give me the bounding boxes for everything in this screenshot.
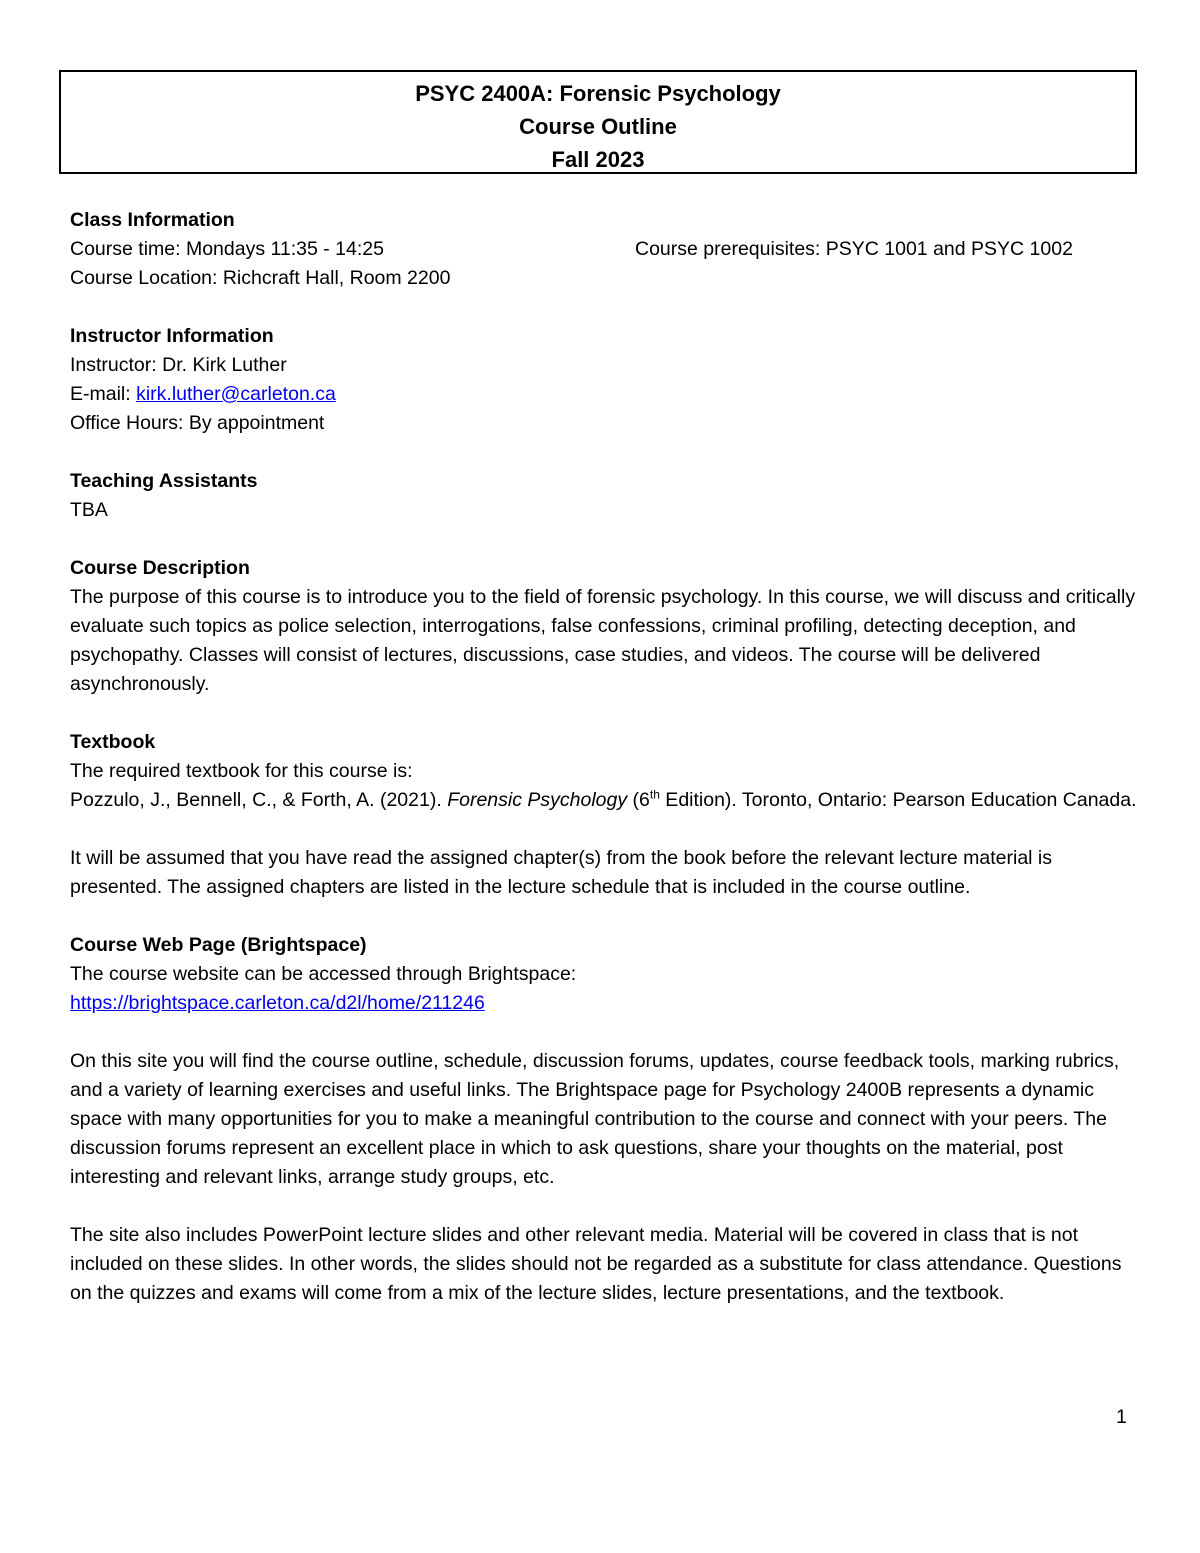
- citation-edition-sup: th: [649, 787, 660, 802]
- web-page-paragraph-1: On this site you will find the course outline, schedule, discussion forums, updates, course feedback tools, marking rubrics, and a variety of learning exercises and useful links. The Brightspace page for Psychology 2400B represents a dynamic space with many opportunities for you to make a meaningful contribution to the course and connect with your peers. The discussion forums represent an excellent place in which to ask questions, share your thoughts on the material, post interesting and relevant links, arrange study groups, etc.: [70, 1050, 1120, 1188]
- course-time-row: [70, 235, 1140, 264]
- brightspace-link-row: [70, 989, 1140, 1018]
- textbook-note-section: [70, 844, 1140, 902]
- course-description-heading: Course Description: [70, 557, 250, 579]
- instructor-information-section: [70, 322, 1140, 438]
- course-web-page-section: [70, 931, 1140, 1018]
- course-description-body: The purpose of this course is to introduce you to the field of forensic psychology. In this course, we will discuss and critically evaluate such topics as police selection, interrogations, false confessions, criminal profiling, detecting deception, and psychopathy. Classes will consist of lectures, discussions, case studies, and videos. The course will be delivered asynchronously.: [70, 586, 1136, 695]
- class-information-section: [70, 206, 1140, 293]
- instructor-name: Instructor: Dr. Kirk Luther: [70, 354, 287, 376]
- citation-authors: Pozzulo, J., Bennell, C., & Forth, A. (2021).: [70, 789, 448, 811]
- textbook-citation: [70, 786, 1140, 815]
- course-web-page-heading: Course Web Page (Brightspace): [70, 934, 367, 956]
- office-hours: Office Hours: By appointment: [70, 412, 325, 434]
- textbook-section: [70, 728, 1140, 815]
- email-label: E-mail:: [70, 383, 137, 405]
- course-title: PSYC 2400A: Forensic Psychology: [415, 81, 781, 106]
- term: Fall 2023: [551, 147, 645, 172]
- brightspace-link[interactable]: https://brightspace.carleton.ca/d2l/home/211246: [70, 992, 485, 1014]
- web-page-para1-section: [70, 1047, 1140, 1192]
- course-time: Course time: Mondays 11:35 - 14:25: [70, 238, 384, 260]
- teaching-assistants-section: [70, 467, 1140, 525]
- document-body: [70, 206, 1140, 1337]
- textbook-note: It will be assumed that you have read the assigned chapter(s) from the book before the relevant lecture material is presented. The assigned chapters are listed in the lecture schedule that is included in the course outline.: [70, 847, 1053, 898]
- document-type: Course Outline: [519, 114, 677, 139]
- course-location: Course Location: Richcraft Hall, Room 2200: [70, 267, 451, 289]
- title-box: [59, 70, 1137, 174]
- web-page-paragraph-2: The site also includes PowerPoint lecture slides and other relevant media. Material will be covered in class that is not included on these slides. In other words, the slides should not be regarded as a substitute for class attendance. Questions on the quizzes and exams will come from a mix of the lecture slides, lecture presentations, and the textbook.: [70, 1224, 1122, 1304]
- course-description-section: [70, 554, 1140, 699]
- class-information-heading: Class Information: [70, 209, 235, 231]
- course-prerequisites: Course prerequisites: PSYC 1001 and PSYC 1002: [635, 238, 1073, 260]
- email-link[interactable]: kirk.luther@carleton.ca: [136, 383, 336, 405]
- textbook-intro: The required textbook for this course is:: [70, 760, 413, 782]
- email-row: [70, 380, 1140, 409]
- teaching-assistants-value: TBA: [70, 499, 108, 521]
- instructor-information-heading: Instructor Information: [70, 325, 274, 347]
- textbook-heading: Textbook: [70, 731, 156, 753]
- citation-title: Forensic Psychology: [447, 789, 628, 811]
- citation-edition-open: (6: [627, 789, 650, 811]
- course-web-page-intro: The course website can be accessed through Brightspace:: [70, 963, 577, 985]
- page-number: 1: [1116, 1406, 1127, 1428]
- teaching-assistants-heading: Teaching Assistants: [70, 470, 258, 492]
- web-page-para2-section: [70, 1221, 1140, 1308]
- citation-rest: Edition). Toronto, Ontario: Pearson Education Canada.: [659, 789, 1137, 811]
